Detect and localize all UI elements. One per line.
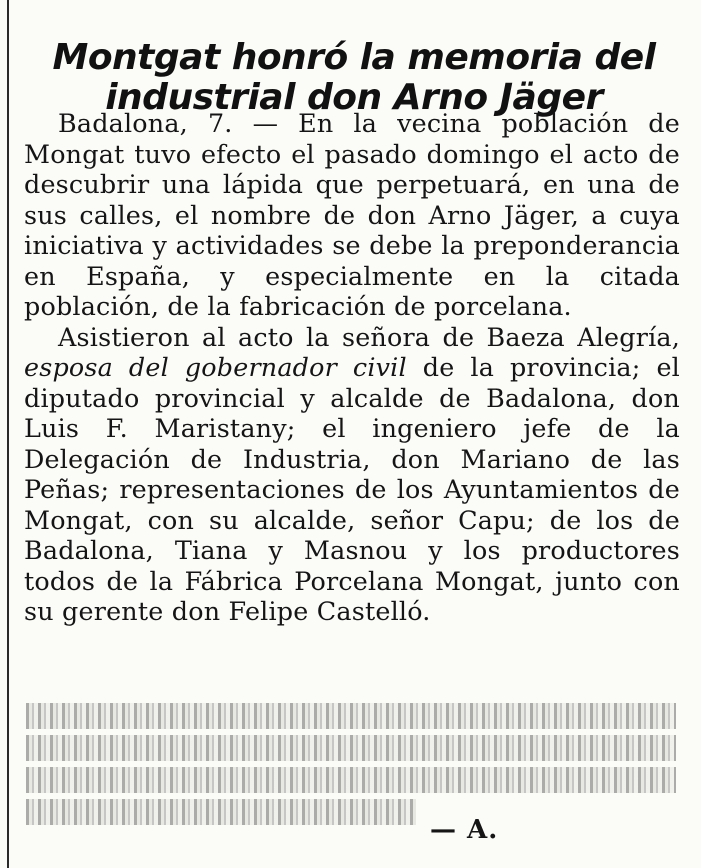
paragraph-2-rest: de la provincia; el diputado provincial y alcalde de Badalona, don Luis F. Maristany; el ingeniero jefe de la Delegación de Industria, don Mariano de las Peñas; representaciones de los Ayuntamientos de Mongat, con su alcalde, señor Capu; de los de Badalona, Tiana y Masnou y los productores todos de la Fábrica Porcelana Mongat, junto con su gerente don Felipe Castelló.: [24, 352, 680, 626]
paragraph-2: [24, 322, 680, 627]
print-smudge: [26, 735, 676, 761]
print-smudge: [26, 767, 676, 793]
author-signature: — A.: [430, 815, 499, 845]
print-smudge: [26, 703, 676, 729]
article-body: [24, 108, 680, 627]
paragraph-1: Badalona, 7. — En la vecina población de Mongat tuvo efecto el pasado domingo el acto de descubrir una lápida que perpetuará, en una de sus calles, el nombre de don Arno Jäger, a cuya iniciativa y actividades se debe la preponderancia en España, y especialmente en la citada población, de la fabricación de porcelana.: [24, 108, 680, 321]
column-rule: [7, 0, 9, 868]
print-smudge: [26, 799, 416, 825]
paragraph-2-start: Asistieron al acto la señora de Baeza Alegría,: [58, 321, 680, 352]
article-headline: Montgat honró la memoria del industrial don Arno Jäger: [52, 37, 656, 119]
paragraph-2-italic: esposa del gobernador civil: [24, 352, 407, 382]
